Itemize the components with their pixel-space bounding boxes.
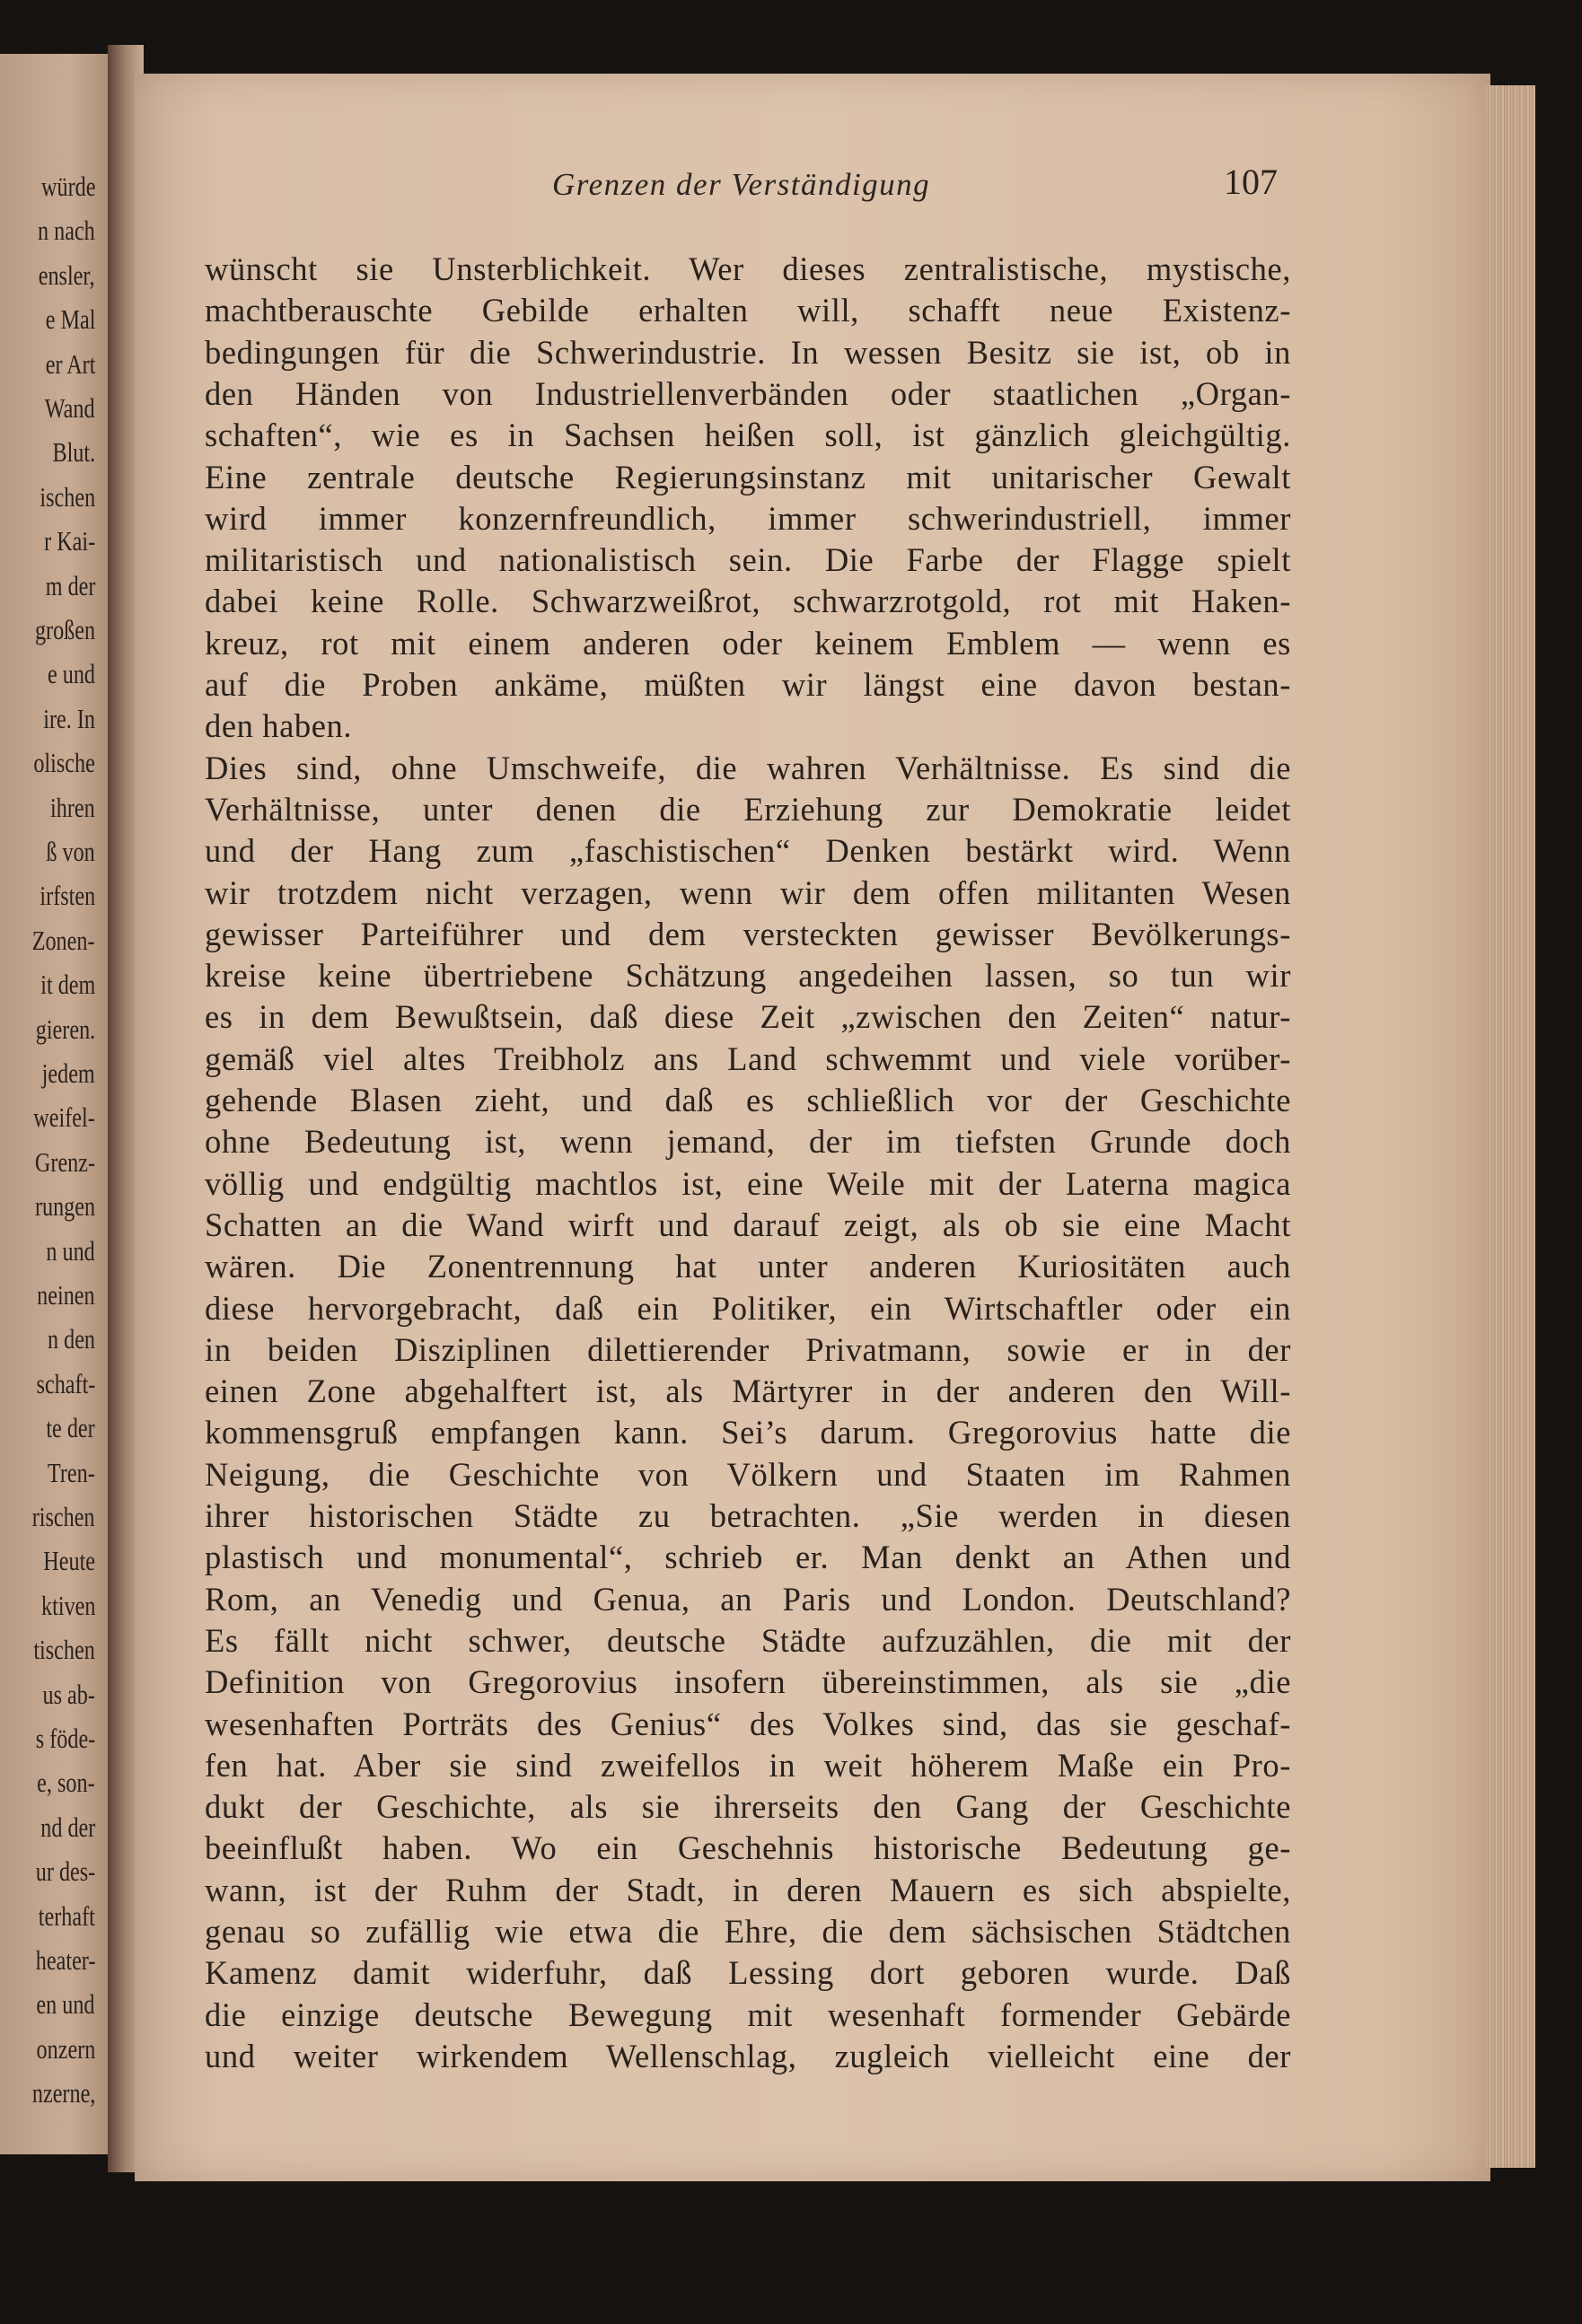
- text-line: kreise keine übertriebene Schätzung angedeihen lassen, so tun wir: [205, 957, 1291, 995]
- left-page-line: ur des-: [35, 1855, 95, 1888]
- text-line: fen hat. Aber sie sind zweifellos in weit höherem Maße ein Pro-: [205, 1746, 1291, 1784]
- text-line: den haben.: [205, 707, 353, 745]
- running-header-title: Grenzen der Verständigung: [552, 167, 931, 202]
- text-line: völlig und endgültig machtlos ist, eine Weile mit der Laterna magica: [205, 1164, 1291, 1202]
- text-line: schaften“, wie es in Sachsen heißen soll, ist gänzlich gleichgültig.: [205, 417, 1291, 454]
- left-page-line: er Art: [45, 347, 95, 380]
- left-page-line: olische: [33, 747, 95, 779]
- left-page-line: heater-: [35, 1944, 95, 1976]
- left-page-line: tischen: [33, 1634, 95, 1666]
- left-page-line: r Kai-: [43, 525, 95, 557]
- left-page-line: nzerne,: [31, 2077, 95, 2109]
- left-page-line: n den: [47, 1323, 95, 1355]
- text-line: und weiter wirkendem Wellenschlag, zugleich vielleicht eine der: [205, 2037, 1291, 2074]
- left-page-line: ischen: [40, 480, 95, 513]
- text-line: auf die Proben ankäme, müßten wir längst eine davon bestan-: [205, 666, 1291, 703]
- left-page-line: Tren-: [48, 1456, 95, 1488]
- left-page-line: ensler,: [39, 259, 95, 291]
- text-line: kreuz, rot mit einem anderen oder keinem Emblem — wenn es: [205, 624, 1291, 662]
- left-page-line: irfsten: [40, 880, 95, 912]
- left-page-line: n und: [46, 1234, 95, 1267]
- text-line: wird immer konzernfreundlich, immer schwerindustriell, immer: [205, 499, 1291, 537]
- text-line: einen Zone abgehalftert ist, als Märtyrer in der anderen den Will-: [205, 1372, 1291, 1410]
- left-page-line: Grenz-: [34, 1145, 95, 1178]
- text-line: beeinflußt haben. Wo ein Geschehnis historische Bedeutung ge-: [205, 1829, 1291, 1867]
- left-page-line: te der: [46, 1412, 95, 1444]
- left-page-line: n nach: [38, 215, 95, 247]
- left-page-line: ktiven: [40, 1589, 95, 1621]
- left-page-line: ire. In: [43, 702, 95, 734]
- text-line: wesenhaften Porträts des Genius“ des Volkes sind, das sie geschaf-: [205, 1705, 1291, 1742]
- left-page-line: ihren: [50, 791, 95, 823]
- text-line: und der Hang zum „faschistischen“ Denken bestärkt wird. Wenn: [205, 832, 1291, 870]
- text-line: diese hervorgebracht, daß ein Politiker, ein Wirtschaftler oder ein: [205, 1289, 1291, 1327]
- left-page-line: großen: [34, 614, 95, 645]
- text-line: plastisch und monumental“, schrieb er. Man denkt an Athen und: [205, 1539, 1291, 1576]
- left-page-line: terhaft: [38, 1899, 95, 1932]
- text-line: Definition von Gregorovius insofern übereinstimmen, als sie „die: [205, 1663, 1291, 1701]
- text-line: ohne Bedeutung ist, wenn jemand, der im tiefsten Grunde doch: [205, 1123, 1291, 1161]
- text-line: in beiden Disziplinen dilettierender Privatmann, sowie er in der: [205, 1330, 1291, 1368]
- text-line: wären. Die Zonentrennung hat unter anderen Kuriositäten auch: [205, 1248, 1291, 1285]
- text-line: wir trotzdem nicht verzagen, wenn wir dem offen militanten Wesen: [205, 873, 1291, 911]
- text-line: kommensgruß empfangen kann. Sei’s darum. Gregorovius hatte die: [205, 1414, 1291, 1451]
- text-line: militaristisch und nationalistisch sein. Die Farbe der Flagge spielt: [205, 541, 1291, 579]
- left-page-line: Zonen-: [32, 924, 95, 956]
- left-page-line: Wand: [45, 392, 95, 424]
- left-page-line: ß von: [46, 836, 95, 867]
- text-line: Es fällt nicht schwer, deutsche Städte aufzuzählen, die mit der: [205, 1621, 1291, 1659]
- text-line: Neigung, die Geschichte von Völkern und Staaten im Rahmen: [205, 1455, 1291, 1493]
- text-line: machtberauschte Gebilde erhalten will, schafft neue Existenz-: [205, 292, 1291, 329]
- text-line: bedingungen für die Schwerindustrie. In wessen Besitz sie ist, ob in: [205, 333, 1291, 371]
- left-page-line: Blut.: [52, 436, 95, 469]
- text-line: ihrer historischen Städte zu betrachten. „Sie werden in diesen: [205, 1497, 1291, 1534]
- text-line: dukt der Geschichte, als sie ihrerseits den Gang der Geschichte: [205, 1788, 1291, 1826]
- text-line: es in dem Bewußtsein, daß diese Zeit „zwischen den Zeiten“ natur-: [205, 998, 1291, 1036]
- left-page-line: e Mal: [45, 303, 95, 336]
- text-line: Rom, an Venedig und Genua, an Paris und London. Deutschland?: [205, 1580, 1291, 1618]
- left-page-line: Heute: [43, 1545, 95, 1577]
- text-line: Schatten an die Wand wirft und darauf zeigt, als ob sie eine Macht: [205, 1206, 1291, 1243]
- text-line: Eine zentrale deutsche Regierungsinstanz mit unitarischer Gewalt: [205, 458, 1291, 495]
- page-stack-edge: [1486, 85, 1535, 2168]
- left-page-line: rungen: [34, 1190, 95, 1223]
- left-facing-page: [0, 54, 115, 2154]
- text-line: Kamenz damit widerfuhr, daß Lessing dort geboren wurde. Daß: [205, 1954, 1291, 1992]
- text-line: die einzige deutsche Bewegung mit wesenhaft formender Gebärde: [205, 1995, 1291, 2033]
- left-page-line: m der: [45, 569, 95, 601]
- left-page-line: onzern: [36, 2032, 95, 2065]
- text-line: gemäß viel altes Treibholz ans Land schwemmt und viele vorüber-: [205, 1039, 1291, 1077]
- left-page-line: it dem: [40, 969, 95, 1001]
- left-page-line: schaft-: [36, 1367, 95, 1399]
- left-page-line: würde: [40, 171, 95, 202]
- text-line: genau so zufällig wie etwa die Ehre, die dem sächsischen Städtchen: [205, 1913, 1291, 1950]
- text-line: Verhältnisse, unter denen die Erziehung zur Demokratie leidet: [205, 790, 1291, 828]
- left-page-line: nd der: [40, 1811, 95, 1843]
- left-page-line: weifel-: [33, 1101, 95, 1134]
- left-page-line: jedem: [41, 1057, 95, 1089]
- text-line: wünscht sie Unsterblichkeit. Wer dieses zentralistische, mystische,: [205, 250, 1291, 287]
- text-line: Dies sind, ohne Umschweife, die wahren Verhältnisse. Es sind die: [205, 749, 1291, 786]
- left-page-line: s föde-: [35, 1723, 95, 1754]
- left-page-line: gieren.: [35, 1013, 95, 1045]
- text-line: gewisser Parteiführer und dem versteckten gewisser Bevölkerungs-: [205, 915, 1291, 952]
- page-number: 107: [1224, 162, 1278, 202]
- text-line: den Händen von Industriellenverbänden oder staatlichen „Organ-: [205, 374, 1291, 412]
- text-line: wann, ist der Ruhm der Stadt, in deren Mauern es sich abspielte,: [205, 1871, 1291, 1908]
- left-page-line: e, son-: [37, 1767, 95, 1799]
- left-page-line: en und: [36, 1988, 95, 2021]
- left-page-line: e und: [47, 658, 95, 690]
- left-page-line: us ab-: [42, 1678, 95, 1710]
- left-page-line: neinen: [37, 1279, 95, 1311]
- left-page-line: rischen: [32, 1501, 95, 1532]
- text-line: gehende Blasen zieht, und daß es schließlich vor der Geschichte: [205, 1082, 1291, 1118]
- text-line: dabei keine Rolle. Schwarzweißrot, schwarzrotgold, rot mit Haken-: [205, 583, 1291, 620]
